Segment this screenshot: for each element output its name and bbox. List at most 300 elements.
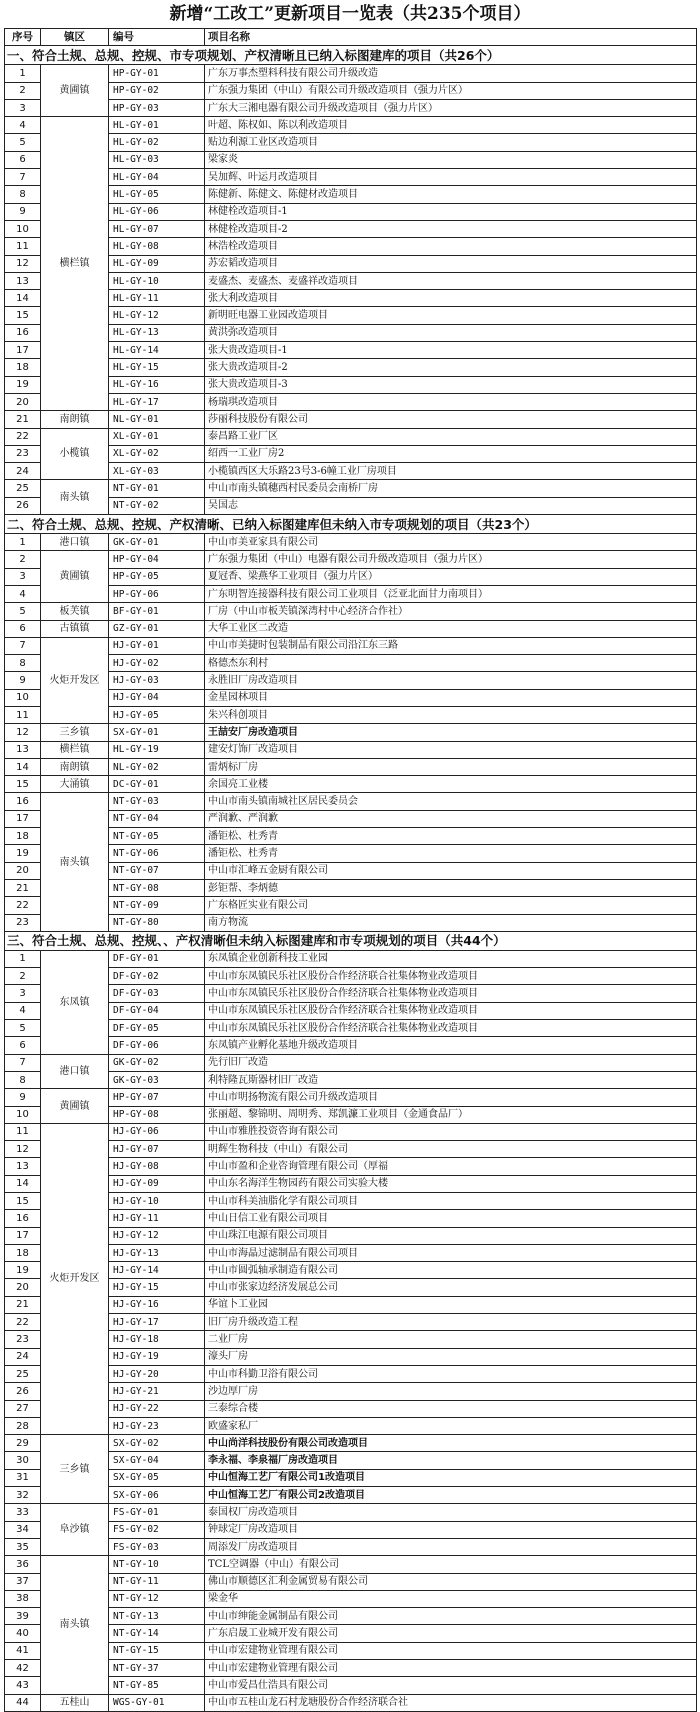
row-number: 5	[5, 1020, 41, 1037]
project-name: 苏宏韬改造项目	[205, 255, 697, 272]
row-number: 13	[5, 272, 41, 289]
row-number: 30	[5, 1452, 41, 1469]
project-code: DF-GY-01	[109, 950, 205, 967]
project-name: 中山市张家边经济发展总公司	[205, 1279, 697, 1296]
project-code: HJ-GY-20	[109, 1365, 205, 1382]
table-row	[5, 220, 697, 237]
table-row	[5, 1538, 697, 1555]
town-cell: 火炬开发区	[41, 637, 109, 723]
project-code: NT-GY-11	[109, 1573, 205, 1590]
row-number: 42	[5, 1660, 41, 1677]
table-row	[5, 1556, 697, 1573]
table-row	[5, 1608, 697, 1625]
row-number: 19	[5, 1262, 41, 1279]
project-name: 中山市美捷时包装制品有限公司沿江东三路	[205, 637, 697, 654]
project-code: HJ-GY-22	[109, 1400, 205, 1417]
project-code: HJ-GY-10	[109, 1193, 205, 1210]
project-name: 张大贵改造项目-2	[205, 359, 697, 376]
row-number: 11	[5, 1123, 41, 1140]
project-name: 麦盛杰、麦盛杰、麦盛祥改造项目	[205, 272, 697, 289]
row-number: 21	[5, 1296, 41, 1313]
table-row	[5, 1193, 697, 1210]
row-number: 11	[5, 238, 41, 255]
table-row	[5, 1435, 697, 1452]
row-number: 7	[5, 1054, 41, 1071]
town-cell: 古镇镇	[41, 620, 109, 637]
row-number: 12	[5, 724, 41, 741]
project-name: 林浩栓改造项目	[205, 238, 697, 255]
header-name: 项目名称	[205, 29, 697, 46]
project-code: SX-GY-06	[109, 1487, 205, 1504]
row-number: 2	[5, 968, 41, 985]
table-row	[5, 1071, 697, 1088]
row-number: 23	[5, 1331, 41, 1348]
project-code: HP-GY-04	[109, 551, 205, 568]
row-number: 15	[5, 307, 41, 324]
project-code: HJ-GY-11	[109, 1210, 205, 1227]
town-cell: 黄圃镇	[41, 65, 109, 117]
project-name: 中山市宏建物业管理有限公司	[205, 1660, 697, 1677]
project-code: HJ-GY-06	[109, 1123, 205, 1140]
row-number: 17	[5, 1227, 41, 1244]
row-number: 33	[5, 1504, 41, 1521]
row-number: 28	[5, 1417, 41, 1434]
table-row	[5, 1279, 697, 1296]
table-row	[5, 1002, 697, 1019]
town-cell: 黄圃镇	[41, 1089, 109, 1124]
table-row	[5, 845, 697, 862]
project-code: NT-GY-15	[109, 1642, 205, 1659]
table-row	[5, 203, 697, 220]
project-name: 林健栓改造项目-1	[205, 203, 697, 220]
project-code: HL-GY-12	[109, 307, 205, 324]
project-name: 张大利改造项目	[205, 290, 697, 307]
row-number: 15	[5, 1193, 41, 1210]
table-row	[5, 637, 697, 654]
project-code: HL-GY-10	[109, 272, 205, 289]
project-name: 大华工业区二改造	[205, 620, 697, 637]
row-number: 31	[5, 1469, 41, 1486]
project-name: 利特隆瓦斯器材旧厂改造	[205, 1071, 697, 1088]
project-name: 先行旧厂改造	[205, 1054, 697, 1071]
table-row	[5, 186, 697, 203]
project-code: HJ-GY-08	[109, 1158, 205, 1175]
project-code: WGS-GY-01	[109, 1694, 205, 1711]
table-row	[5, 376, 697, 393]
table-row	[5, 324, 697, 341]
row-number: 9	[5, 203, 41, 220]
row-number: 38	[5, 1590, 41, 1607]
row-number: 4	[5, 117, 41, 134]
project-name: 中山市东凤镇民乐社区股份合作经济联合社集体物业改造项目	[205, 1020, 697, 1037]
project-code: HP-GY-07	[109, 1089, 205, 1106]
row-number: 18	[5, 1244, 41, 1261]
project-code: HP-GY-05	[109, 568, 205, 585]
row-number: 14	[5, 758, 41, 775]
table-row	[5, 151, 697, 168]
project-code: NT-GY-13	[109, 1608, 205, 1625]
project-code: HP-GY-02	[109, 82, 205, 99]
project-name: TCL空调器（中山）有限公司	[205, 1556, 697, 1573]
project-code: SX-GY-04	[109, 1452, 205, 1469]
row-number: 18	[5, 828, 41, 845]
project-name: 佛山市顺德区汇利金属贸易有限公司	[205, 1573, 697, 1590]
table-row	[5, 290, 697, 307]
project-name: 雷炳标厂房	[205, 758, 697, 775]
project-name: 严润歉、严润歉	[205, 810, 697, 827]
row-number: 35	[5, 1538, 41, 1555]
row-number: 10	[5, 220, 41, 237]
project-code: HL-GY-15	[109, 359, 205, 376]
section-heading-row	[5, 931, 697, 950]
table-row	[5, 272, 697, 289]
table-row	[5, 1660, 697, 1677]
project-table	[4, 28, 697, 1712]
table-row	[5, 1504, 697, 1521]
town-cell: 港口镇	[41, 534, 109, 551]
project-name: 绍西一工业厂房2	[205, 445, 697, 462]
town-cell: 三乡镇	[41, 724, 109, 741]
project-name: 泰国权厂房改造项目	[205, 1504, 697, 1521]
table-row	[5, 985, 697, 1002]
project-name: 张丽超、黎锦明、周明秀、郑凯濂工业项目（金通食品厂）	[205, 1106, 697, 1123]
project-name: 中山市美亚家具有限公司	[205, 534, 697, 551]
project-name: 中山市南头镇南城社区居民委员会	[205, 793, 697, 810]
table-row	[5, 1331, 697, 1348]
project-name: 梁金华	[205, 1590, 697, 1607]
table-row	[5, 568, 697, 585]
project-code: HL-GY-17	[109, 393, 205, 410]
table-row	[5, 393, 697, 410]
project-name: 广东格匠实业有限公司	[205, 897, 697, 914]
town-cell: 南朗镇	[41, 411, 109, 428]
project-code: HL-GY-13	[109, 324, 205, 341]
project-code: HL-GY-02	[109, 134, 205, 151]
table-row	[5, 134, 697, 151]
project-name: 张大贵改造项目-3	[205, 376, 697, 393]
project-name: 陈健新、陈健文、陈健材改造项目	[205, 186, 697, 203]
town-cell: 南头镇	[41, 480, 109, 515]
row-number: 21	[5, 879, 41, 896]
project-name: 中山珠江电源有限公司项目	[205, 1227, 697, 1244]
row-number: 16	[5, 793, 41, 810]
row-number: 34	[5, 1521, 41, 1538]
project-code: NT-GY-09	[109, 897, 205, 914]
table-row	[5, 1573, 697, 1590]
project-name: 梁家炎	[205, 151, 697, 168]
project-code: HJ-GY-12	[109, 1227, 205, 1244]
town-cell: 港口镇	[41, 1054, 109, 1089]
project-code: HL-GY-11	[109, 290, 205, 307]
row-number: 14	[5, 1175, 41, 1192]
row-number: 7	[5, 637, 41, 654]
project-code: NT-GY-85	[109, 1677, 205, 1694]
row-number: 5	[5, 134, 41, 151]
project-name: 永胜旧厂房改造项目	[205, 672, 697, 689]
project-code: HJ-GY-19	[109, 1348, 205, 1365]
table-row	[5, 706, 697, 723]
project-name: 沙边厚厂房	[205, 1383, 697, 1400]
project-code: HJ-GY-21	[109, 1383, 205, 1400]
row-number: 8	[5, 186, 41, 203]
project-code: HP-GY-03	[109, 99, 205, 116]
row-number: 20	[5, 393, 41, 410]
project-code: NT-GY-01	[109, 480, 205, 497]
table-row	[5, 1089, 697, 1106]
project-code: XL-GY-02	[109, 445, 205, 462]
project-name: 吴加辉、叶运月改造项目	[205, 169, 697, 186]
project-code: BF-GY-01	[109, 603, 205, 620]
project-name: 中山市东凤镇民乐社区股份合作经济联合社集体物业改造项目	[205, 1002, 697, 1019]
project-name: 广东大三湘电器有限公司升级改造项目（强力片区）	[205, 99, 697, 116]
project-code: GK-GY-03	[109, 1071, 205, 1088]
town-cell: 南朗镇	[41, 758, 109, 775]
town-cell: 东凤镇	[41, 950, 109, 1054]
table-row	[5, 445, 697, 462]
project-name: 莎丽科技股份有限公司	[205, 411, 697, 428]
table-row	[5, 1383, 697, 1400]
project-code: HJ-GY-16	[109, 1296, 205, 1313]
project-code: DF-GY-04	[109, 1002, 205, 1019]
project-code: NT-GY-37	[109, 1660, 205, 1677]
row-number: 14	[5, 290, 41, 307]
table-row	[5, 82, 697, 99]
project-code: HL-GY-09	[109, 255, 205, 272]
row-number: 9	[5, 672, 41, 689]
table-row	[5, 1020, 697, 1037]
table-row	[5, 950, 697, 967]
project-name: 金星园林项目	[205, 689, 697, 706]
project-name: 中山市科美油脂化学有限公司项目	[205, 1193, 697, 1210]
project-name: 余国亮工业楼	[205, 776, 697, 793]
row-number: 10	[5, 1106, 41, 1123]
project-code: HL-GY-07	[109, 220, 205, 237]
project-name: 中山市南头镇穗西村民委员会南桥厂房	[205, 480, 697, 497]
town-cell: 板芙镇	[41, 603, 109, 620]
project-code: HJ-GY-05	[109, 706, 205, 723]
project-code: SX-GY-02	[109, 1435, 205, 1452]
header-town: 镇区	[41, 29, 109, 46]
table-row	[5, 1625, 697, 1642]
project-name: 中山东名海洋生物园药有限公司实验大楼	[205, 1175, 697, 1192]
project-name: 新明旺电器工业园改造项目	[205, 307, 697, 324]
project-code: HL-GY-03	[109, 151, 205, 168]
project-code: HL-GY-05	[109, 186, 205, 203]
header-code: 编号	[109, 29, 205, 46]
project-code: HP-GY-08	[109, 1106, 205, 1123]
project-name: 潘钜松、杜秀青	[205, 828, 697, 845]
project-name: 南方物流	[205, 914, 697, 931]
row-number: 23	[5, 914, 41, 931]
row-number: 25	[5, 1365, 41, 1382]
town-cell: 南头镇	[41, 1556, 109, 1694]
row-number: 15	[5, 776, 41, 793]
row-number: 6	[5, 620, 41, 637]
project-code: NT-GY-10	[109, 1556, 205, 1573]
project-name: 林健栓改造项目-2	[205, 220, 697, 237]
table-row	[5, 169, 697, 186]
table-row	[5, 1469, 697, 1486]
table-row	[5, 1694, 697, 1711]
row-number: 13	[5, 741, 41, 758]
project-code: NT-GY-03	[109, 793, 205, 810]
town-cell: 横栏镇	[41, 741, 109, 758]
town-cell: 阜沙镇	[41, 1504, 109, 1556]
project-name: 中山市科勤卫浴有限公司	[205, 1365, 697, 1382]
table-row	[5, 585, 697, 602]
table-row	[5, 689, 697, 706]
row-number: 26	[5, 497, 41, 514]
row-number: 25	[5, 480, 41, 497]
row-number: 43	[5, 1677, 41, 1694]
table-row	[5, 480, 697, 497]
project-name: 格德杰东利村	[205, 655, 697, 672]
table-row	[5, 741, 697, 758]
table-row	[5, 411, 697, 428]
row-number: 1	[5, 65, 41, 82]
project-name: 潘钜松、杜秀青	[205, 845, 697, 862]
table-row	[5, 497, 697, 514]
table-row	[5, 1054, 697, 1071]
project-name: 夏冠香、梁燕华工业项目（强力片区）	[205, 568, 697, 585]
row-number: 36	[5, 1556, 41, 1573]
project-code: HJ-GY-03	[109, 672, 205, 689]
project-name: 中山市东凤镇民乐社区股份合作经济联合社集体物业改造项目	[205, 985, 697, 1002]
table-row	[5, 776, 697, 793]
row-number: 19	[5, 376, 41, 393]
town-cell: 三乡镇	[41, 1435, 109, 1504]
project-name: 明辉生物科技（中山）有限公司	[205, 1141, 697, 1158]
project-name: 钟球定厂房改造项目	[205, 1521, 697, 1538]
project-code: HL-GY-01	[109, 117, 205, 134]
project-code: NT-GY-12	[109, 1590, 205, 1607]
project-code: HJ-GY-23	[109, 1417, 205, 1434]
project-code: NT-GY-80	[109, 914, 205, 931]
table-row	[5, 99, 697, 116]
project-code: FS-GY-01	[109, 1504, 205, 1521]
project-code: HL-GY-08	[109, 238, 205, 255]
project-name: 杨瑞琪改造项目	[205, 393, 697, 410]
project-name: 广东万事杰塑料科技有限公司升级改造	[205, 65, 697, 82]
table-row	[5, 1365, 697, 1382]
project-code: GK-GY-02	[109, 1054, 205, 1071]
project-name: 中山市明扬物流有限公司升级改造项目	[205, 1089, 697, 1106]
project-name: 中山市雅胜投资咨询有限公司	[205, 1123, 697, 1140]
row-number: 5	[5, 603, 41, 620]
row-number: 3	[5, 985, 41, 1002]
section-heading-row	[5, 515, 697, 534]
project-name: 吴国志	[205, 497, 697, 514]
table-row	[5, 342, 697, 359]
row-number: 4	[5, 1002, 41, 1019]
table-row	[5, 968, 697, 985]
table-row	[5, 255, 697, 272]
table-row	[5, 672, 697, 689]
project-code: NT-GY-02	[109, 497, 205, 514]
project-code: GK-GY-01	[109, 534, 205, 551]
table-row	[5, 1123, 697, 1140]
table-row	[5, 724, 697, 741]
table-row	[5, 758, 697, 775]
project-code: NT-GY-07	[109, 862, 205, 879]
project-name: 中山市海晶过滤制品有限公司项目	[205, 1244, 697, 1261]
project-code: HJ-GY-04	[109, 689, 205, 706]
project-code: DF-GY-06	[109, 1037, 205, 1054]
row-number: 22	[5, 428, 41, 445]
project-code: HJ-GY-02	[109, 655, 205, 672]
project-name: 华谊卜工业园	[205, 1296, 697, 1313]
town-cell: 火炬开发区	[41, 1123, 109, 1434]
table-row	[5, 1210, 697, 1227]
project-name: 朱兴科创项目	[205, 706, 697, 723]
project-name: 广东启晟工业城开发有限公司	[205, 1625, 697, 1642]
row-number: 18	[5, 359, 41, 376]
project-name: 泰昌路工业厂区	[205, 428, 697, 445]
project-code: HJ-GY-18	[109, 1331, 205, 1348]
table-row	[5, 828, 697, 845]
project-name: 旧厂房升级改造工程	[205, 1314, 697, 1331]
project-code: HP-GY-06	[109, 585, 205, 602]
row-number: 26	[5, 1383, 41, 1400]
project-name: 广东强力集团（中山）电器有限公司升级改造项目（强力片区）	[205, 551, 697, 568]
project-code: NT-GY-14	[109, 1625, 205, 1642]
project-code: XL-GY-01	[109, 428, 205, 445]
project-name: 王喆安厂房改造项目	[205, 724, 697, 741]
project-code: HJ-GY-07	[109, 1141, 205, 1158]
project-code: NL-GY-02	[109, 758, 205, 775]
table-row	[5, 1400, 697, 1417]
town-cell: 大涌镇	[41, 776, 109, 793]
project-code: NT-GY-04	[109, 810, 205, 827]
row-number: 29	[5, 1435, 41, 1452]
project-code: XL-GY-03	[109, 463, 205, 480]
table-row	[5, 1262, 697, 1279]
project-name: 黄洪弥改造项目	[205, 324, 697, 341]
row-number: 21	[5, 411, 41, 428]
row-number: 7	[5, 169, 41, 186]
project-code: HL-GY-14	[109, 342, 205, 359]
project-name: 李永福、李泉福厂房改造项目	[205, 1452, 697, 1469]
project-code: HJ-GY-09	[109, 1175, 205, 1192]
row-number: 22	[5, 897, 41, 914]
row-number: 27	[5, 1400, 41, 1417]
section-title: 一、符合土规、总规、控规、市专项规划、产权清晰且已纳入标图建库的项目（共26个）	[5, 46, 697, 65]
table-row	[5, 1037, 697, 1054]
row-number: 17	[5, 810, 41, 827]
table-row	[5, 793, 697, 810]
row-number: 6	[5, 151, 41, 168]
project-code: HJ-GY-13	[109, 1244, 205, 1261]
project-code: HJ-GY-14	[109, 1262, 205, 1279]
table-row	[5, 655, 697, 672]
section-title: 三、符合土规、总规、控规、、产权清晰但未纳入标图建库和市专项规划的项目（共44个）	[5, 931, 697, 950]
table-row	[5, 1417, 697, 1434]
project-name: 中山市圆弧轴承制造有限公司	[205, 1262, 697, 1279]
project-code: HJ-GY-15	[109, 1279, 205, 1296]
section-heading-row	[5, 46, 697, 65]
row-number: 37	[5, 1573, 41, 1590]
table-row	[5, 620, 697, 637]
project-name: 中山尚洋科技股份有限公司改造项目	[205, 1435, 697, 1452]
row-number: 8	[5, 1071, 41, 1088]
project-code: HJ-GY-01	[109, 637, 205, 654]
row-number: 23	[5, 445, 41, 462]
town-cell: 南头镇	[41, 793, 109, 931]
project-name: 中山市东凤镇民乐社区股份合作经济联合社集体物业改造项目	[205, 968, 697, 985]
project-code: SX-GY-01	[109, 724, 205, 741]
project-name: 三泰综合楼	[205, 1400, 697, 1417]
project-code: GZ-GY-01	[109, 620, 205, 637]
